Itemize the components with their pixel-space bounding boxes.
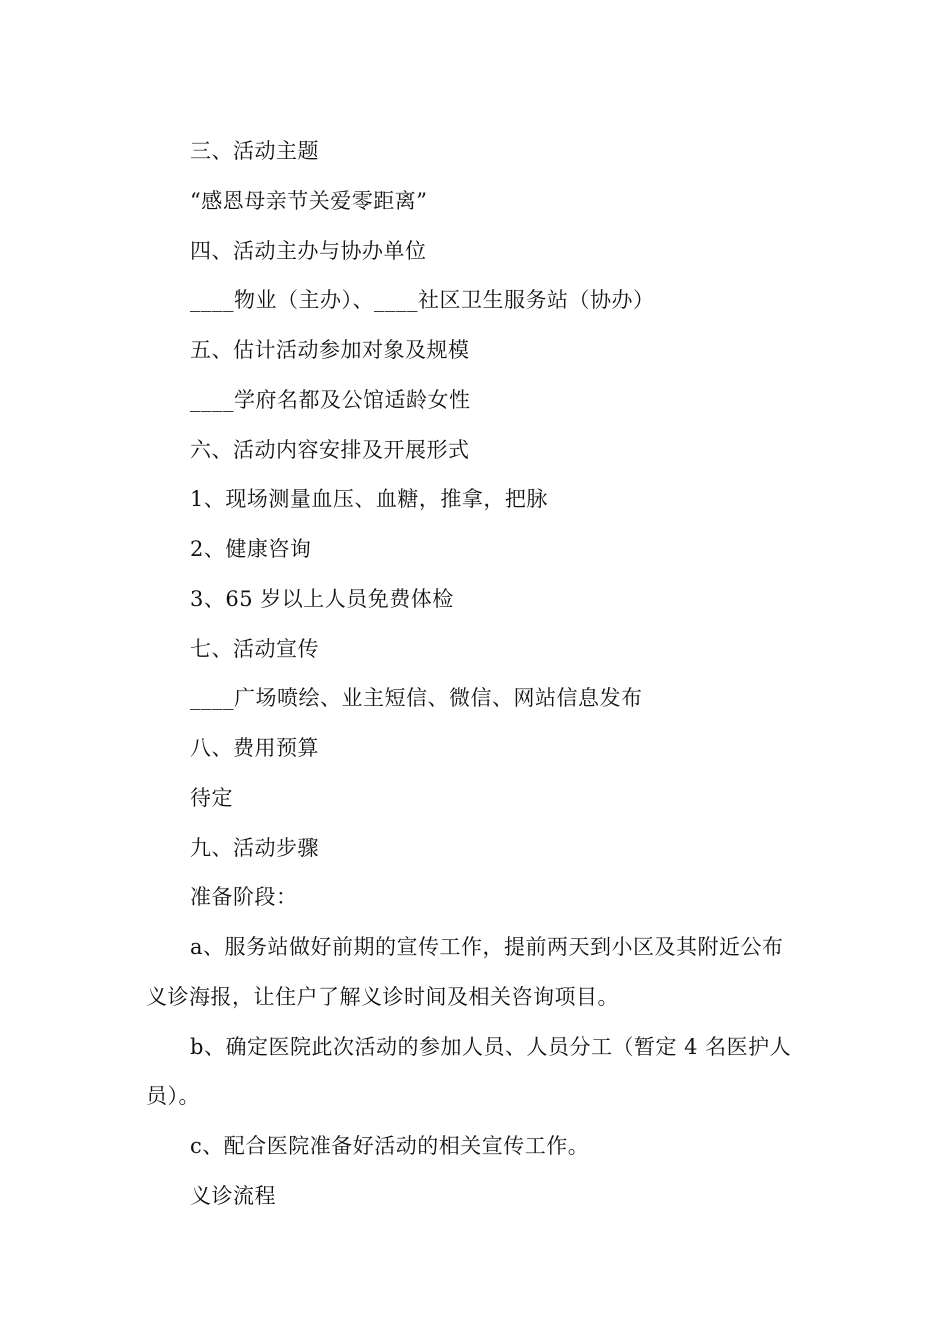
step-a-line-1: a、服务站做好前期的宣传工作，提前两天到小区及其附近公布 <box>190 935 784 959</box>
heading-clinic-process: 义诊流程 <box>190 1184 276 1208</box>
organizers-text: ____物业（主办）、____社区卫生服务站（协办） <box>190 288 655 312</box>
publicity-text: ____广场喷绘、业主短信、微信、网站信息发布 <box>190 686 643 710</box>
heading-budget: 八、费用预算 <box>190 736 319 760</box>
participants-text: ____学府名都及公馆适龄女性 <box>190 388 471 412</box>
step-c-line: c、配合医院准备好活动的相关宣传工作。 <box>190 1134 590 1158</box>
step-b-line-1: b、确定医院此次活动的参加人员、人员分工（暂定 4 名医护人 <box>190 1035 792 1059</box>
step-b-line-2: 员）。 <box>146 1084 200 1108</box>
heading-participants: 五、估计活动参加对象及规模 <box>190 338 470 362</box>
heading-steps: 九、活动步骤 <box>190 836 319 860</box>
heading-content: 六、活动内容安排及开展形式 <box>190 438 470 462</box>
preparation-stage-label: 准备阶段： <box>190 885 298 909</box>
heading-activity-theme: 三、活动主题 <box>190 139 319 163</box>
budget-text: 待定 <box>190 786 233 810</box>
content-item-2: 2、健康咨询 <box>190 537 312 561</box>
step-a-line-2: 义诊海报，让住户了解义诊时间及相关咨询项目。 <box>146 985 619 1009</box>
content-item-1: 1、现场测量血压、血糖，推拿，把脉 <box>190 487 548 511</box>
activity-theme-text: “感恩母亲节关爱零距离” <box>190 189 428 213</box>
heading-publicity: 七、活动宣传 <box>190 637 319 661</box>
content-item-3: 3、65 岁以上人员免费体检 <box>190 587 454 611</box>
heading-organizers: 四、活动主办与协办单位 <box>190 239 427 263</box>
